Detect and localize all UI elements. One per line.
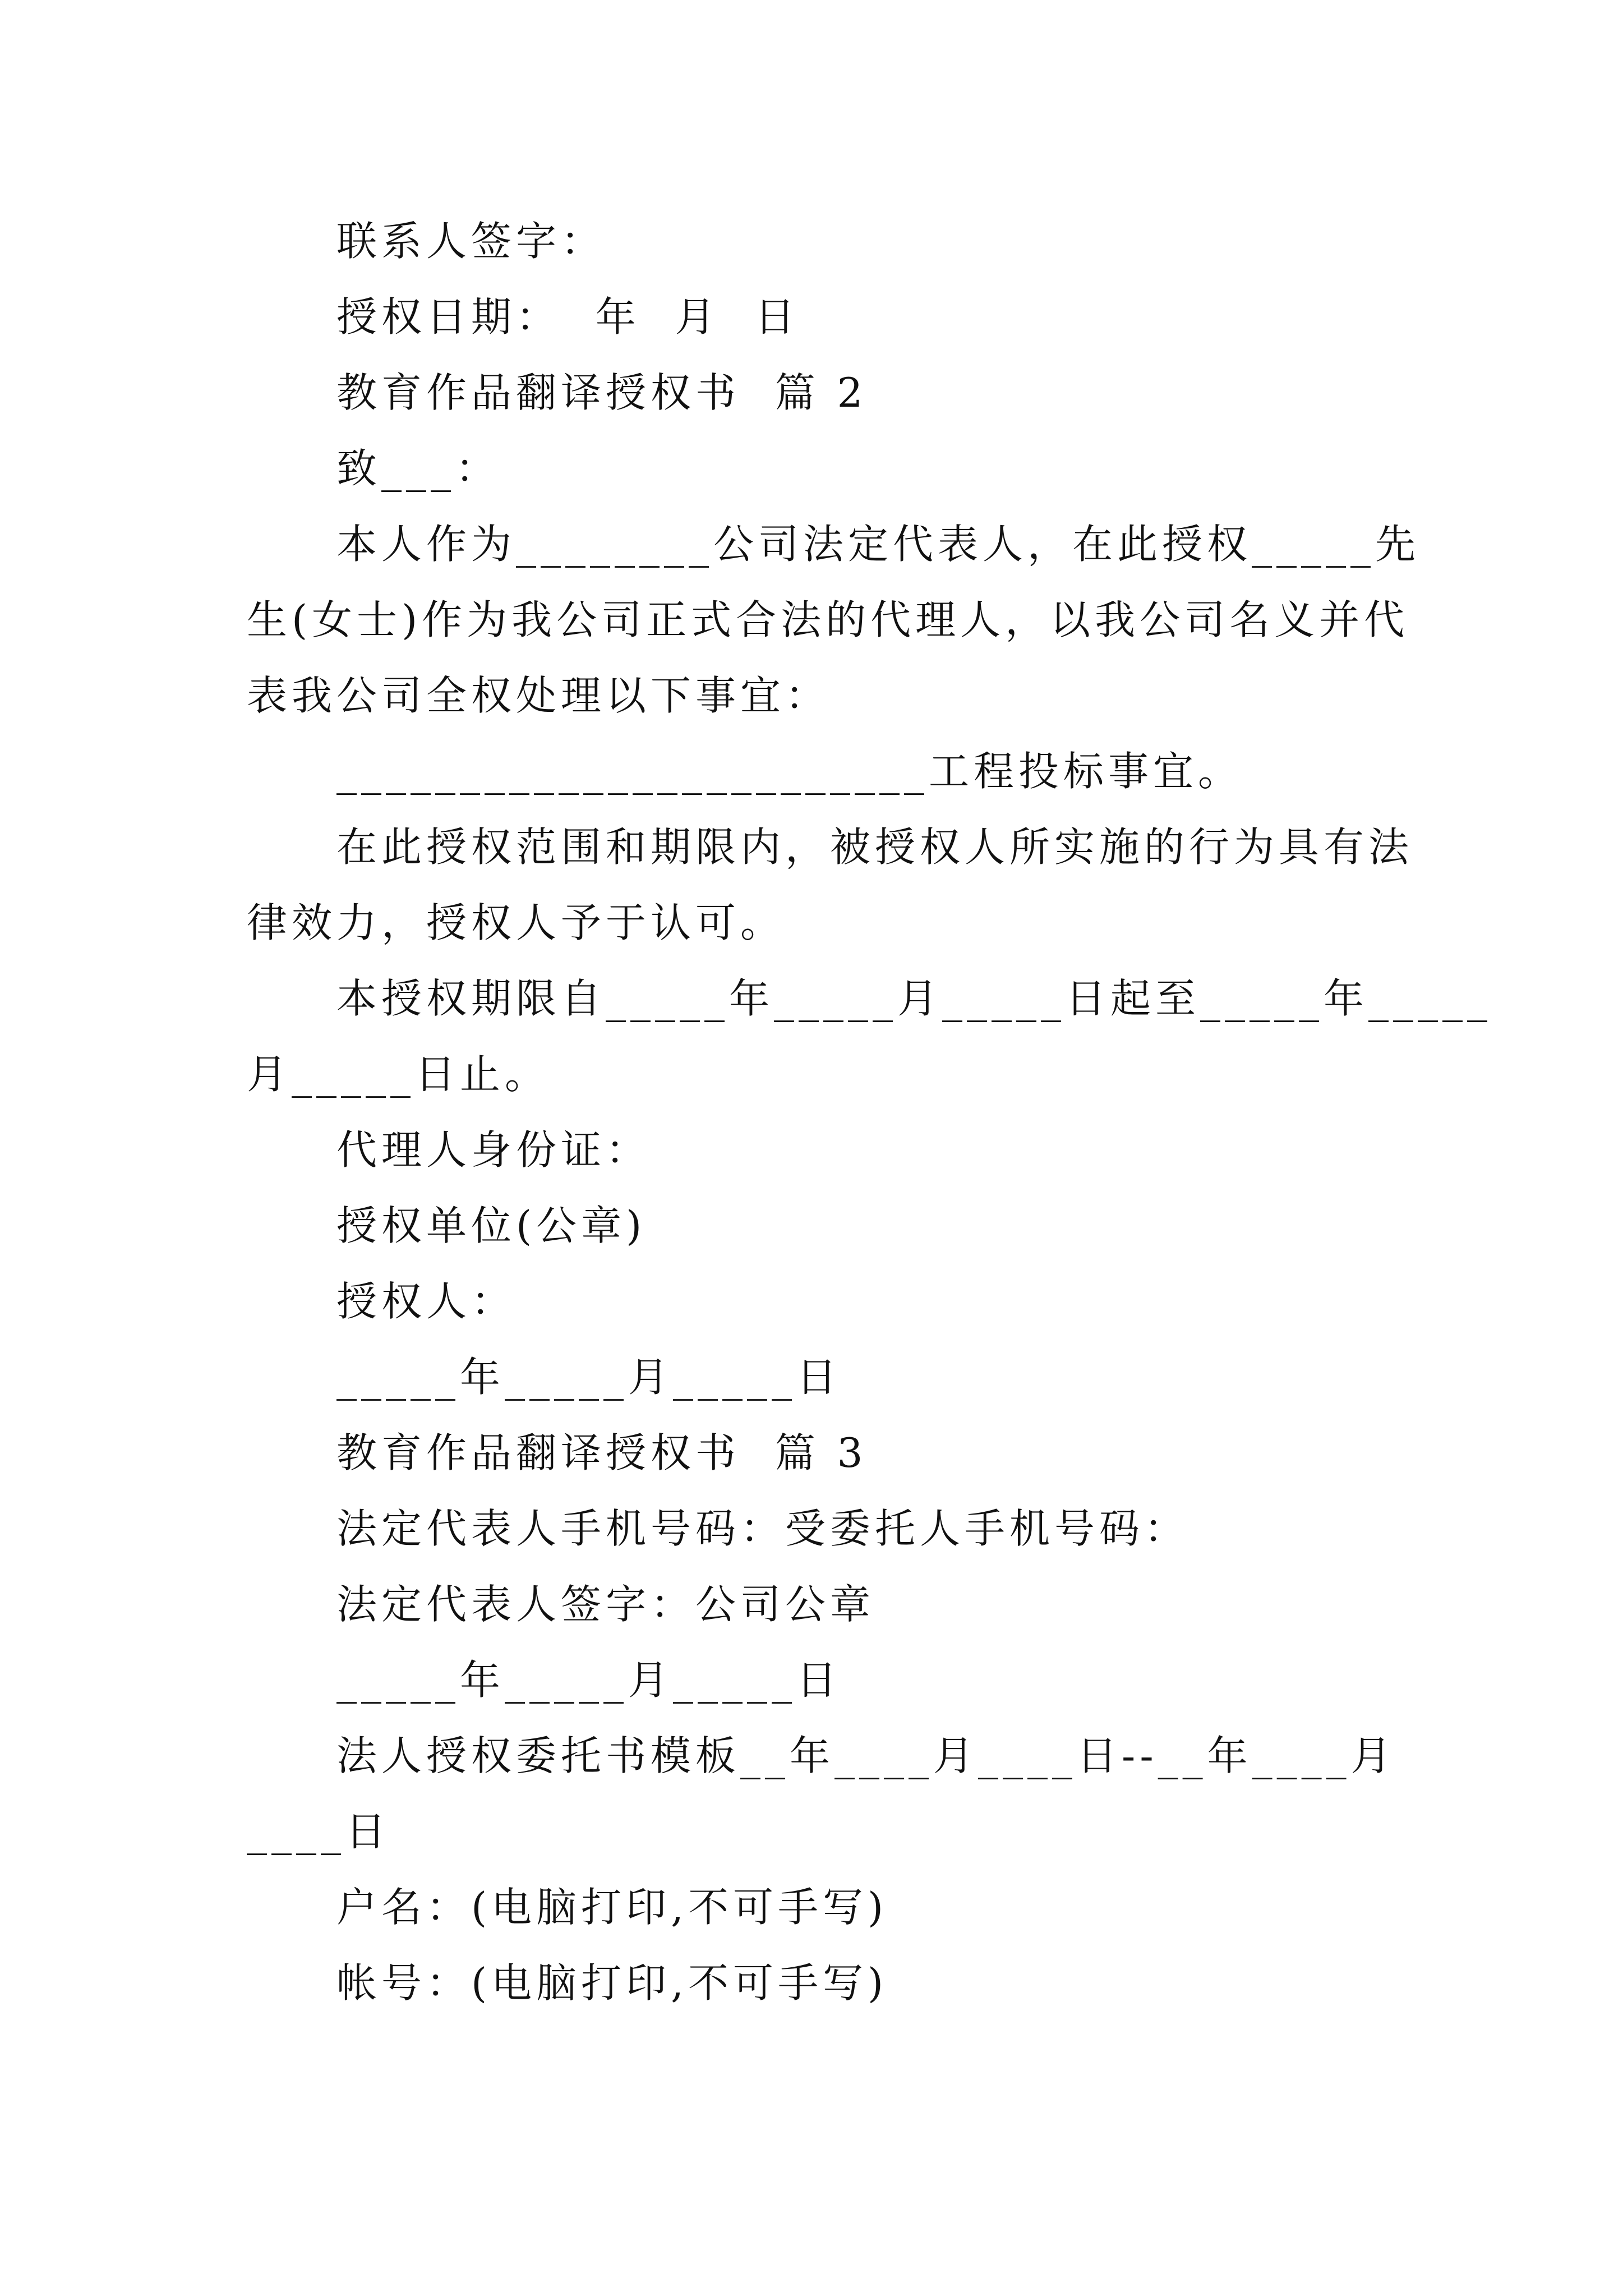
legal-rep-signature-line: 法定代表人签字：公司公章: [336, 1581, 875, 1628]
paragraph-term-line-1: 本授权期限自_____年_____月_____日起至_____年_____: [336, 975, 1492, 1022]
paragraph-scope-line-2: 律效力，授权人予于认可。: [247, 899, 786, 946]
template-date-range-line-1: 法人授权委托书模板__年____月____日--__年____月: [336, 1732, 1396, 1779]
section-heading-3: 教育作品翻译授权书 篇 3: [336, 1429, 868, 1476]
phone-numbers-line: 法定代表人手机号码：受委托人手机号码：: [336, 1505, 1189, 1552]
contact-signature-line: 联系人签字：: [336, 218, 606, 265]
account-name-line: 户名：(电脑打印,不可手写): [336, 1884, 888, 1931]
signature-date-line-1: _____年_____月_____日: [336, 1354, 841, 1401]
paragraph-authorization-line-2: 生(女士)作为我公司正式合法的代理人，以我公司名义并代: [247, 596, 1409, 643]
section-heading-2: 教育作品翻译授权书 篇 2: [336, 369, 868, 416]
paragraph-scope-line-1: 在此授权范围和期限内，被授权人所实施的行为具有法: [336, 823, 1414, 871]
addressee-line: 致___：: [336, 445, 501, 492]
paragraph-authorization-line-3: 表我公司全权处理以下事宜：: [247, 672, 831, 719]
authorizer-line: 授权人：: [336, 1278, 517, 1325]
account-number-line: 帐号：(电脑打印,不可手写): [336, 1959, 888, 2007]
template-date-range-line-2: ____日: [247, 1808, 391, 1855]
paragraph-authorization-line-1: 本人作为________公司法定代表人，在此授权_____先: [336, 521, 1421, 568]
authorization-date-line: 授权日期： 年 月 日: [336, 293, 800, 341]
paragraph-term-line-2: 月_____日止。: [247, 1051, 550, 1098]
signature-date-line-2: _____年_____月_____日: [336, 1657, 841, 1704]
agent-id-line: 代理人身份证：: [336, 1126, 651, 1174]
authorizing-unit-line: 授权单位(公章): [336, 1202, 647, 1249]
project-bidding-line: ________________________工程投标事宜。: [336, 748, 1243, 795]
